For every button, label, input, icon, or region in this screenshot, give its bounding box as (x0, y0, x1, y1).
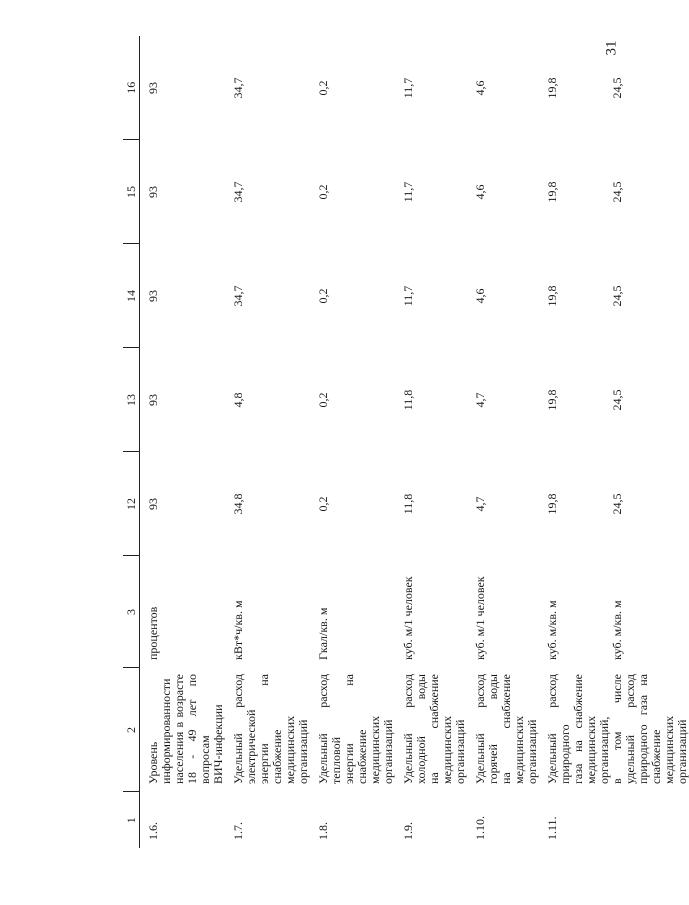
value-cell: 4,7 (473, 392, 487, 408)
indicator-name-line: Удельный расход тепловой (316, 674, 343, 784)
unit-cell: процентов (146, 606, 160, 660)
row-number-cell (611, 792, 689, 848)
indicator-name-line: организаций (525, 719, 539, 784)
indicator-name-cell (310, 668, 395, 792)
indicator-name-line: на снабжение медицинских (427, 674, 454, 784)
table-row (140, 36, 226, 848)
column-number-header: 14 (123, 244, 140, 348)
indicator-name-cell (140, 668, 226, 792)
value-cell: 24,5 (610, 493, 624, 515)
value-cell: 4,8 (231, 392, 245, 408)
value-cell: 34,8 (231, 493, 245, 515)
value-cell: 19,8 (545, 181, 559, 203)
value-cell: 11,8 (401, 493, 415, 515)
unit-cell: Гкал/кв. м (316, 607, 330, 660)
indicator-name-line: Удельный расход электрической (231, 674, 258, 784)
indicator-name-line: медицинских организаций (368, 715, 395, 784)
value-cell: 0,2 (316, 288, 330, 304)
value-cell: 34,7 (231, 285, 245, 307)
unit-cell: куб. м/1 человек (473, 576, 487, 660)
column-number-header: 1 (123, 792, 140, 848)
indicator-name-cell (539, 668, 611, 792)
value-cell: 24,5 (610, 389, 624, 411)
indicator-name-line: населения в возрасте (172, 674, 186, 784)
row-number-cell: 1.11. (545, 816, 559, 840)
indicator-name-cell (467, 668, 539, 792)
value-cell: 34,7 (231, 77, 245, 99)
value-cell: 93 (146, 394, 160, 406)
column-number-header: 13 (123, 348, 140, 452)
indicator-name-line: организаций, (597, 716, 611, 784)
column-number-header: 12 (123, 452, 140, 556)
value-cell: 4,6 (473, 288, 487, 304)
indicator-name-line: природного газа на снабжение (636, 674, 663, 784)
table-row (611, 36, 689, 848)
indicator-name-line: медицинских организаций (662, 715, 689, 784)
value-cell: 11,8 (401, 389, 415, 411)
page-number: 31 (603, 40, 620, 56)
column-number-header: 2 (123, 668, 140, 792)
table-row (225, 36, 310, 848)
row-number-cell: 1.7. (231, 822, 245, 840)
value-cell: 11,7 (401, 77, 415, 99)
unit-cell: куб. м/кв. м (610, 600, 624, 660)
value-cell: 19,8 (545, 389, 559, 411)
value-cell: 93 (146, 498, 160, 510)
indicator-name-line: на снабжение медицинских (499, 674, 526, 784)
indicator-name-line: Удельный расход природного (545, 674, 572, 784)
row-number-cell: 1.9. (401, 822, 415, 840)
indicator-name-cell (395, 668, 467, 792)
table-row (467, 36, 539, 848)
column-number-header: 15 (123, 140, 140, 244)
table-row (539, 36, 611, 848)
indicator-name-cell (225, 668, 310, 792)
value-cell: 0,2 (316, 80, 330, 96)
value-cell: 93 (146, 186, 160, 198)
value-cell: 24,5 (610, 181, 624, 203)
value-cell: 93 (146, 82, 160, 94)
unit-cell: куб. м/кв. м (545, 600, 559, 660)
indicator-name-line: медицинских организаций (283, 715, 310, 784)
indicator-name-cell (611, 668, 689, 792)
row-number-cell: 1.6. (146, 822, 160, 840)
value-cell: 19,8 (545, 285, 559, 307)
column-number-row (123, 36, 140, 848)
column-number-header: 3 (123, 556, 140, 668)
indicator-name-line: Удельный расход горячей воды (473, 674, 500, 784)
indicator-name-line: в том числе удельный расход (610, 674, 637, 784)
value-cell: 34,7 (231, 181, 245, 203)
value-cell: 0,2 (316, 496, 330, 512)
value-cell: 0,2 (316, 392, 330, 408)
rotated-table-container (123, 36, 689, 848)
value-cell: 4,7 (473, 496, 487, 512)
value-cell: 11,7 (401, 181, 415, 203)
indicator-name-line: Удельный расход холодной воды (401, 674, 428, 784)
indicator-name-line: Уровень информированности (146, 678, 173, 784)
indicator-name-line: ВИЧ-инфекции (211, 704, 225, 784)
row-number-cell: 1.10. (473, 816, 487, 840)
indicator-name-line: организаций (453, 719, 467, 784)
indicator-name-line: газа на снабжение медицинских (571, 674, 598, 784)
indicator-name-line: энергии на снабжение (257, 674, 284, 784)
indicator-name-line: энергии на снабжение (342, 674, 369, 784)
value-cell: 11,7 (401, 285, 415, 307)
value-cell: 0,2 (316, 184, 330, 200)
indicator-name-line: 18 - 49 лет по вопросам (185, 674, 212, 784)
row-number-cell: 1.8. (316, 822, 330, 840)
unit-cell: кВт*ч/кв. м (231, 600, 245, 660)
value-cell: 19,8 (545, 493, 559, 515)
table-row (310, 36, 395, 848)
value-cell: 93 (146, 290, 160, 302)
value-cell: 19,8 (545, 77, 559, 99)
value-cell: 4,6 (473, 184, 487, 200)
table-row (395, 36, 467, 848)
column-number-header: 16 (123, 36, 140, 140)
value-cell: 24,5 (610, 77, 624, 99)
table-body (140, 36, 689, 848)
value-cell: 4,6 (473, 80, 487, 96)
unit-cell: куб. м/1 человек (401, 576, 415, 660)
indicators-table (123, 36, 689, 848)
value-cell: 24,5 (610, 285, 624, 307)
